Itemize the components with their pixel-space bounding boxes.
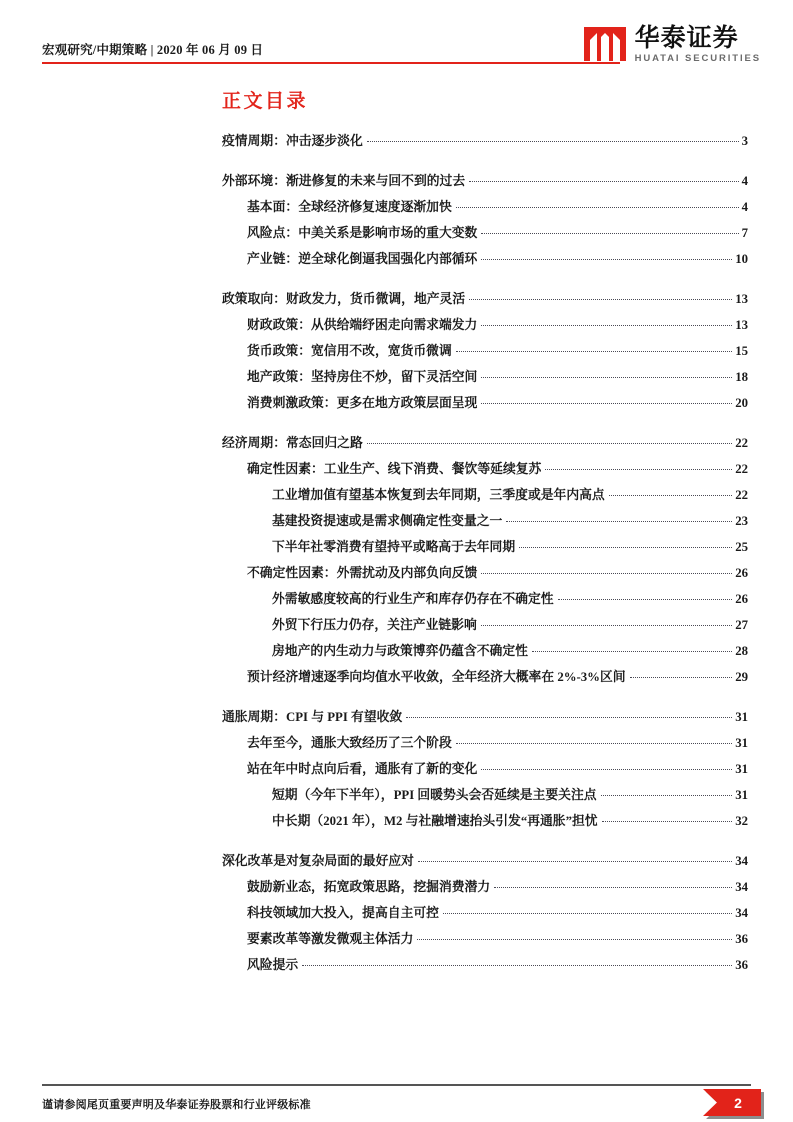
toc-entry-page-number: 34 [735, 906, 748, 920]
footer-divider [42, 1084, 751, 1086]
toc-leader-dots [469, 299, 732, 300]
toc-entry-page-number: 31 [735, 736, 748, 750]
toc-entry-label: 通胀周期：CPI 与 PPI 有望收敛 [222, 710, 403, 724]
toc-entry-page-number: 13 [735, 318, 748, 332]
toc-entry-label: 基本面：全球经济修复速度逐渐加快 [247, 200, 452, 214]
toc-entry-page-number: 18 [735, 370, 748, 384]
toc-entry-label: 外需敏感度较高的行业生产和库存仍存在不确定性 [272, 592, 554, 606]
header-meta-text: 宏观研究/中期策略 | 2020 年 06 月 09 日 [42, 43, 264, 57]
toc-leader-dots [602, 821, 733, 822]
toc-entry-label: 确定性因素：工业生产、线下消费、餐饮等延续复苏 [247, 462, 542, 476]
toc-leader-dots [481, 259, 732, 260]
toc-entry-label: 外贸下行压力仍存，关注产业链影响 [272, 618, 477, 632]
toc-entry[interactable] [0, 222, 793, 248]
toc-entry[interactable] [0, 340, 793, 366]
toc-entry-page-number: 31 [735, 710, 748, 724]
toc-leader-dots [367, 443, 732, 444]
toc-entry-label: 货币政策：宽信用不改，宽货币微调 [247, 344, 452, 358]
toc-entry[interactable] [0, 902, 793, 928]
toc-leader-dots [418, 861, 732, 862]
huatai-logo-mark-icon [584, 27, 626, 61]
toc-entry[interactable] [0, 130, 793, 156]
table-of-contents [0, 130, 793, 980]
huatai-logo-text [634, 22, 761, 64]
toc-entry-label: 地产政策：坚持房住不炒，留下灵活空间 [247, 370, 478, 384]
toc-entry-label: 房地产的内生动力与政策博弈仍蕴含不确定性 [272, 644, 528, 658]
toc-leader-dots [456, 207, 739, 208]
toc-leader-dots [481, 403, 732, 404]
toc-entry-label: 去年至今，通胀大致经历了三个阶段 [247, 736, 452, 750]
toc-leader-dots [443, 913, 732, 914]
page-number-text: 2 [734, 1094, 742, 1111]
toc-entry-label: 中长期（2021 年），M2 与社融增速抬头引发“再通胀”担忧 [272, 814, 598, 828]
toc-entry-label: 外部环境：渐进修复的未来与回不到的过去 [222, 174, 466, 188]
toc-entry[interactable] [0, 928, 793, 954]
toc-entry-page-number: 4 [741, 174, 748, 188]
toc-entry-page-number: 32 [735, 814, 748, 828]
toc-entry-page-number: 20 [735, 396, 748, 410]
toc-entry-label: 不确定性因素：外需扰动及内部负向反馈 [247, 566, 478, 580]
toc-entry-label: 财政政策：从供给端纾困走向需求端发力 [247, 318, 478, 332]
toc-leader-dots [494, 887, 732, 888]
toc-entry-page-number: 29 [735, 670, 748, 684]
toc-entry[interactable] [0, 248, 793, 274]
toc-entry-page-number: 34 [735, 854, 748, 868]
toc-leader-dots [630, 677, 733, 678]
toc-leader-dots [481, 233, 738, 234]
toc-entry[interactable] [0, 784, 793, 810]
toc-leader-dots [545, 469, 732, 470]
page-header [0, 0, 793, 76]
toc-entry-label: 下半年社零消费有望持平或略高于去年同期 [272, 540, 516, 554]
toc-entry-label: 经济周期：常态回归之路 [222, 436, 363, 450]
toc-leader-dots [302, 965, 732, 966]
toc-entry[interactable] [0, 458, 793, 484]
toc-entry-page-number: 7 [741, 226, 748, 240]
toc-entry[interactable] [0, 366, 793, 392]
toc-entry-label: 风险点：中美关系是影响市场的重大变数 [247, 226, 478, 240]
toc-entry[interactable] [0, 850, 793, 876]
toc-leader-dots [481, 769, 732, 770]
toc-entry-page-number: 26 [735, 592, 748, 606]
toc-leader-dots [417, 939, 732, 940]
toc-entry[interactable] [0, 810, 793, 836]
toc-entry[interactable] [0, 392, 793, 418]
toc-entry-page-number: 4 [741, 200, 748, 214]
toc-entry[interactable] [0, 562, 793, 588]
huatai-logo-chinese: 华泰证券 [634, 22, 739, 52]
toc-entry[interactable] [0, 432, 793, 458]
footer-disclaimer: 谨请参阅尾页重要声明及华泰证券股票和行业评级标准 [42, 1099, 311, 1111]
toc-leader-dots [367, 141, 739, 142]
toc-entry-page-number: 13 [735, 292, 748, 306]
huatai-logo [584, 22, 761, 66]
toc-entry-page-number: 36 [735, 932, 748, 946]
toc-leader-dots [519, 547, 732, 548]
toc-entry-label: 消费刺激政策：更多在地方政策层面呈现 [247, 396, 478, 410]
toc-entry[interactable] [0, 876, 793, 902]
toc-entry-label: 短期（今年下半年），PPI 回暖势头会否延续是主要关注点 [272, 788, 597, 802]
toc-entry-label: 站在年中时点向后看，通胀有了新的变化 [247, 762, 478, 776]
toc-entry-label: 工业增加值有望基本恢复到去年同期，三季度或是年内高点 [272, 488, 605, 502]
toc-leader-dots [609, 495, 732, 496]
toc-leader-dots [532, 651, 732, 652]
toc-entry-page-number: 22 [735, 488, 748, 502]
toc-leader-dots [456, 743, 732, 744]
toc-entry[interactable] [0, 536, 793, 562]
toc-entry-label: 科技领域加大投入，提高自主可控 [247, 906, 439, 920]
toc-entry[interactable] [0, 196, 793, 222]
toc-entry-label: 预计经济增速逐季向均值水平收敛，全年经济大概率在 2%-3%区间 [247, 670, 626, 684]
toc-entry[interactable] [0, 732, 793, 758]
toc-entry[interactable] [0, 954, 793, 980]
toc-leader-dots [469, 181, 738, 182]
toc-entry-label: 深化改革是对复杂局面的最好应对 [222, 854, 414, 868]
toc-entry-page-number: 34 [735, 880, 748, 894]
toc-entry-page-number: 31 [735, 762, 748, 776]
toc-leader-dots [506, 521, 732, 522]
toc-entry-page-number: 22 [735, 462, 748, 476]
toc-entry[interactable] [0, 288, 793, 314]
huatai-logo-english: HUATAI SECURITIES [634, 52, 761, 64]
toc-entry[interactable] [0, 614, 793, 640]
toc-entry[interactable] [0, 510, 793, 536]
toc-entry-page-number: 26 [735, 566, 748, 580]
toc-entry-page-number: 15 [735, 344, 748, 358]
toc-entry-label: 产业链：逆全球化倒逼我国强化内部循环 [247, 252, 478, 266]
toc-entry-label: 基建投资提速或是需求侧确定性变量之一 [272, 514, 503, 528]
toc-entry-label: 鼓励新业态，拓宽政策思路，挖掘消费潜力 [247, 880, 491, 894]
toc-entry[interactable] [0, 484, 793, 510]
toc-leader-dots [601, 795, 733, 796]
toc-leader-dots [406, 717, 732, 718]
toc-entry-label: 疫情周期：冲击逐步淡化 [222, 134, 363, 148]
toc-leader-dots [481, 573, 732, 574]
toc-entry[interactable] [0, 640, 793, 666]
toc-entry-page-number: 23 [735, 514, 748, 528]
toc-entry[interactable] [0, 758, 793, 784]
toc-leader-dots [481, 325, 732, 326]
toc-leader-dots [481, 625, 732, 626]
toc-entry-page-number: 10 [735, 252, 748, 266]
toc-entry-page-number: 22 [735, 436, 748, 450]
page-number-badge [703, 1089, 765, 1119]
toc-entry[interactable] [0, 706, 793, 732]
header-red-rule [42, 62, 620, 64]
toc-entry[interactable] [0, 170, 793, 196]
toc-entry[interactable] [0, 588, 793, 614]
toc-entry-page-number: 31 [735, 788, 748, 802]
toc-entry-page-number: 3 [741, 134, 748, 148]
toc-entry-page-number: 25 [735, 540, 748, 554]
toc-leader-dots [558, 599, 733, 600]
toc-leader-dots [481, 377, 732, 378]
toc-entry-page-number: 27 [735, 618, 748, 632]
toc-entry-label: 要素改革等激发微观主体活力 [247, 932, 414, 946]
toc-entry[interactable] [0, 666, 793, 692]
toc-entry[interactable] [0, 314, 793, 340]
toc-entry-page-number: 28 [735, 644, 748, 658]
toc-leader-dots [456, 351, 732, 352]
toc-entry-label: 风险提示 [247, 958, 299, 972]
toc-entry-label: 政策取向：财政发力，货币微调，地产灵活 [222, 292, 466, 306]
toc-heading: 正文目录 [222, 91, 309, 112]
toc-entry-page-number: 36 [735, 958, 748, 972]
